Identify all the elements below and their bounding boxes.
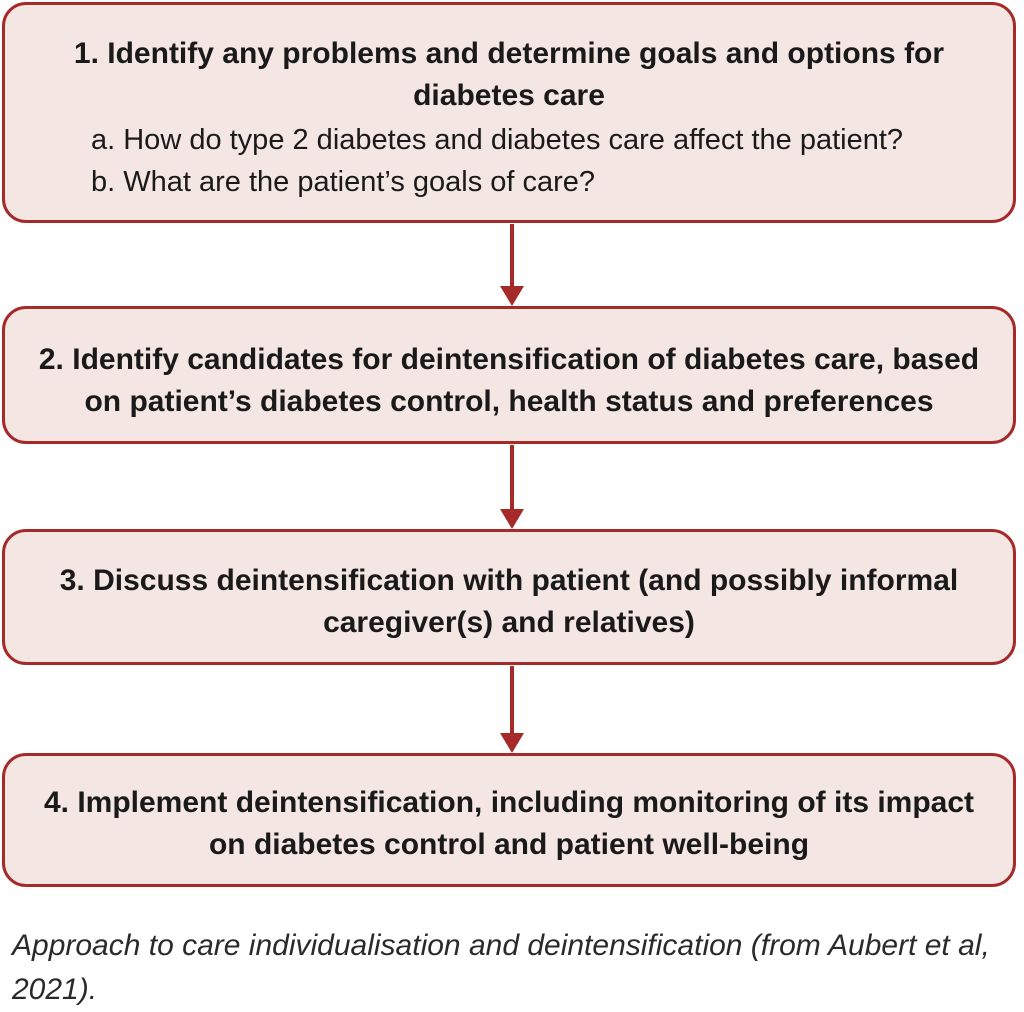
step-1-title: 1. Identify any problems and determine goals and options for diabetes care: [73, 37, 945, 112]
arrow-head: [500, 286, 524, 306]
step-2-box: [2, 306, 1016, 444]
step-2-title: 2. Identify candidates for deintensification of diabetes care, based on patient’s diabetes control, health status and preferences: [38, 343, 980, 418]
figure-caption: Approach to care individualisation and deintensification (from Aubert et al, 2021).: [12, 929, 990, 1006]
arrow-shaft: [510, 666, 514, 735]
step-3-title: 3. Discuss deintensification with patient (and possibly informal caregiver(s) and relatives): [59, 564, 959, 639]
step-3-box: [2, 529, 1016, 665]
arrow-head: [500, 509, 524, 529]
step-1-question-b: b. What are the patient’s goals of care?: [91, 166, 596, 198]
arrow-step-2-to-3: [500, 445, 524, 529]
step-1-questions: [41, 119, 977, 203]
arrow-shaft: [510, 445, 514, 511]
arrow-step-3-to-4: [500, 666, 524, 753]
arrow-step-1-to-2: [500, 224, 524, 306]
step-1-question-a: a. How do type 2 diabetes and diabetes care affect the patient?: [91, 124, 904, 156]
step-4-box: [2, 753, 1016, 887]
arrow-shaft: [510, 224, 514, 288]
step-4-title: 4. Implement deintensification, including monitoring of its impact on diabetes control and patient well-being: [43, 786, 975, 861]
arrow-head: [500, 733, 524, 753]
step-1-box: [2, 2, 1016, 223]
